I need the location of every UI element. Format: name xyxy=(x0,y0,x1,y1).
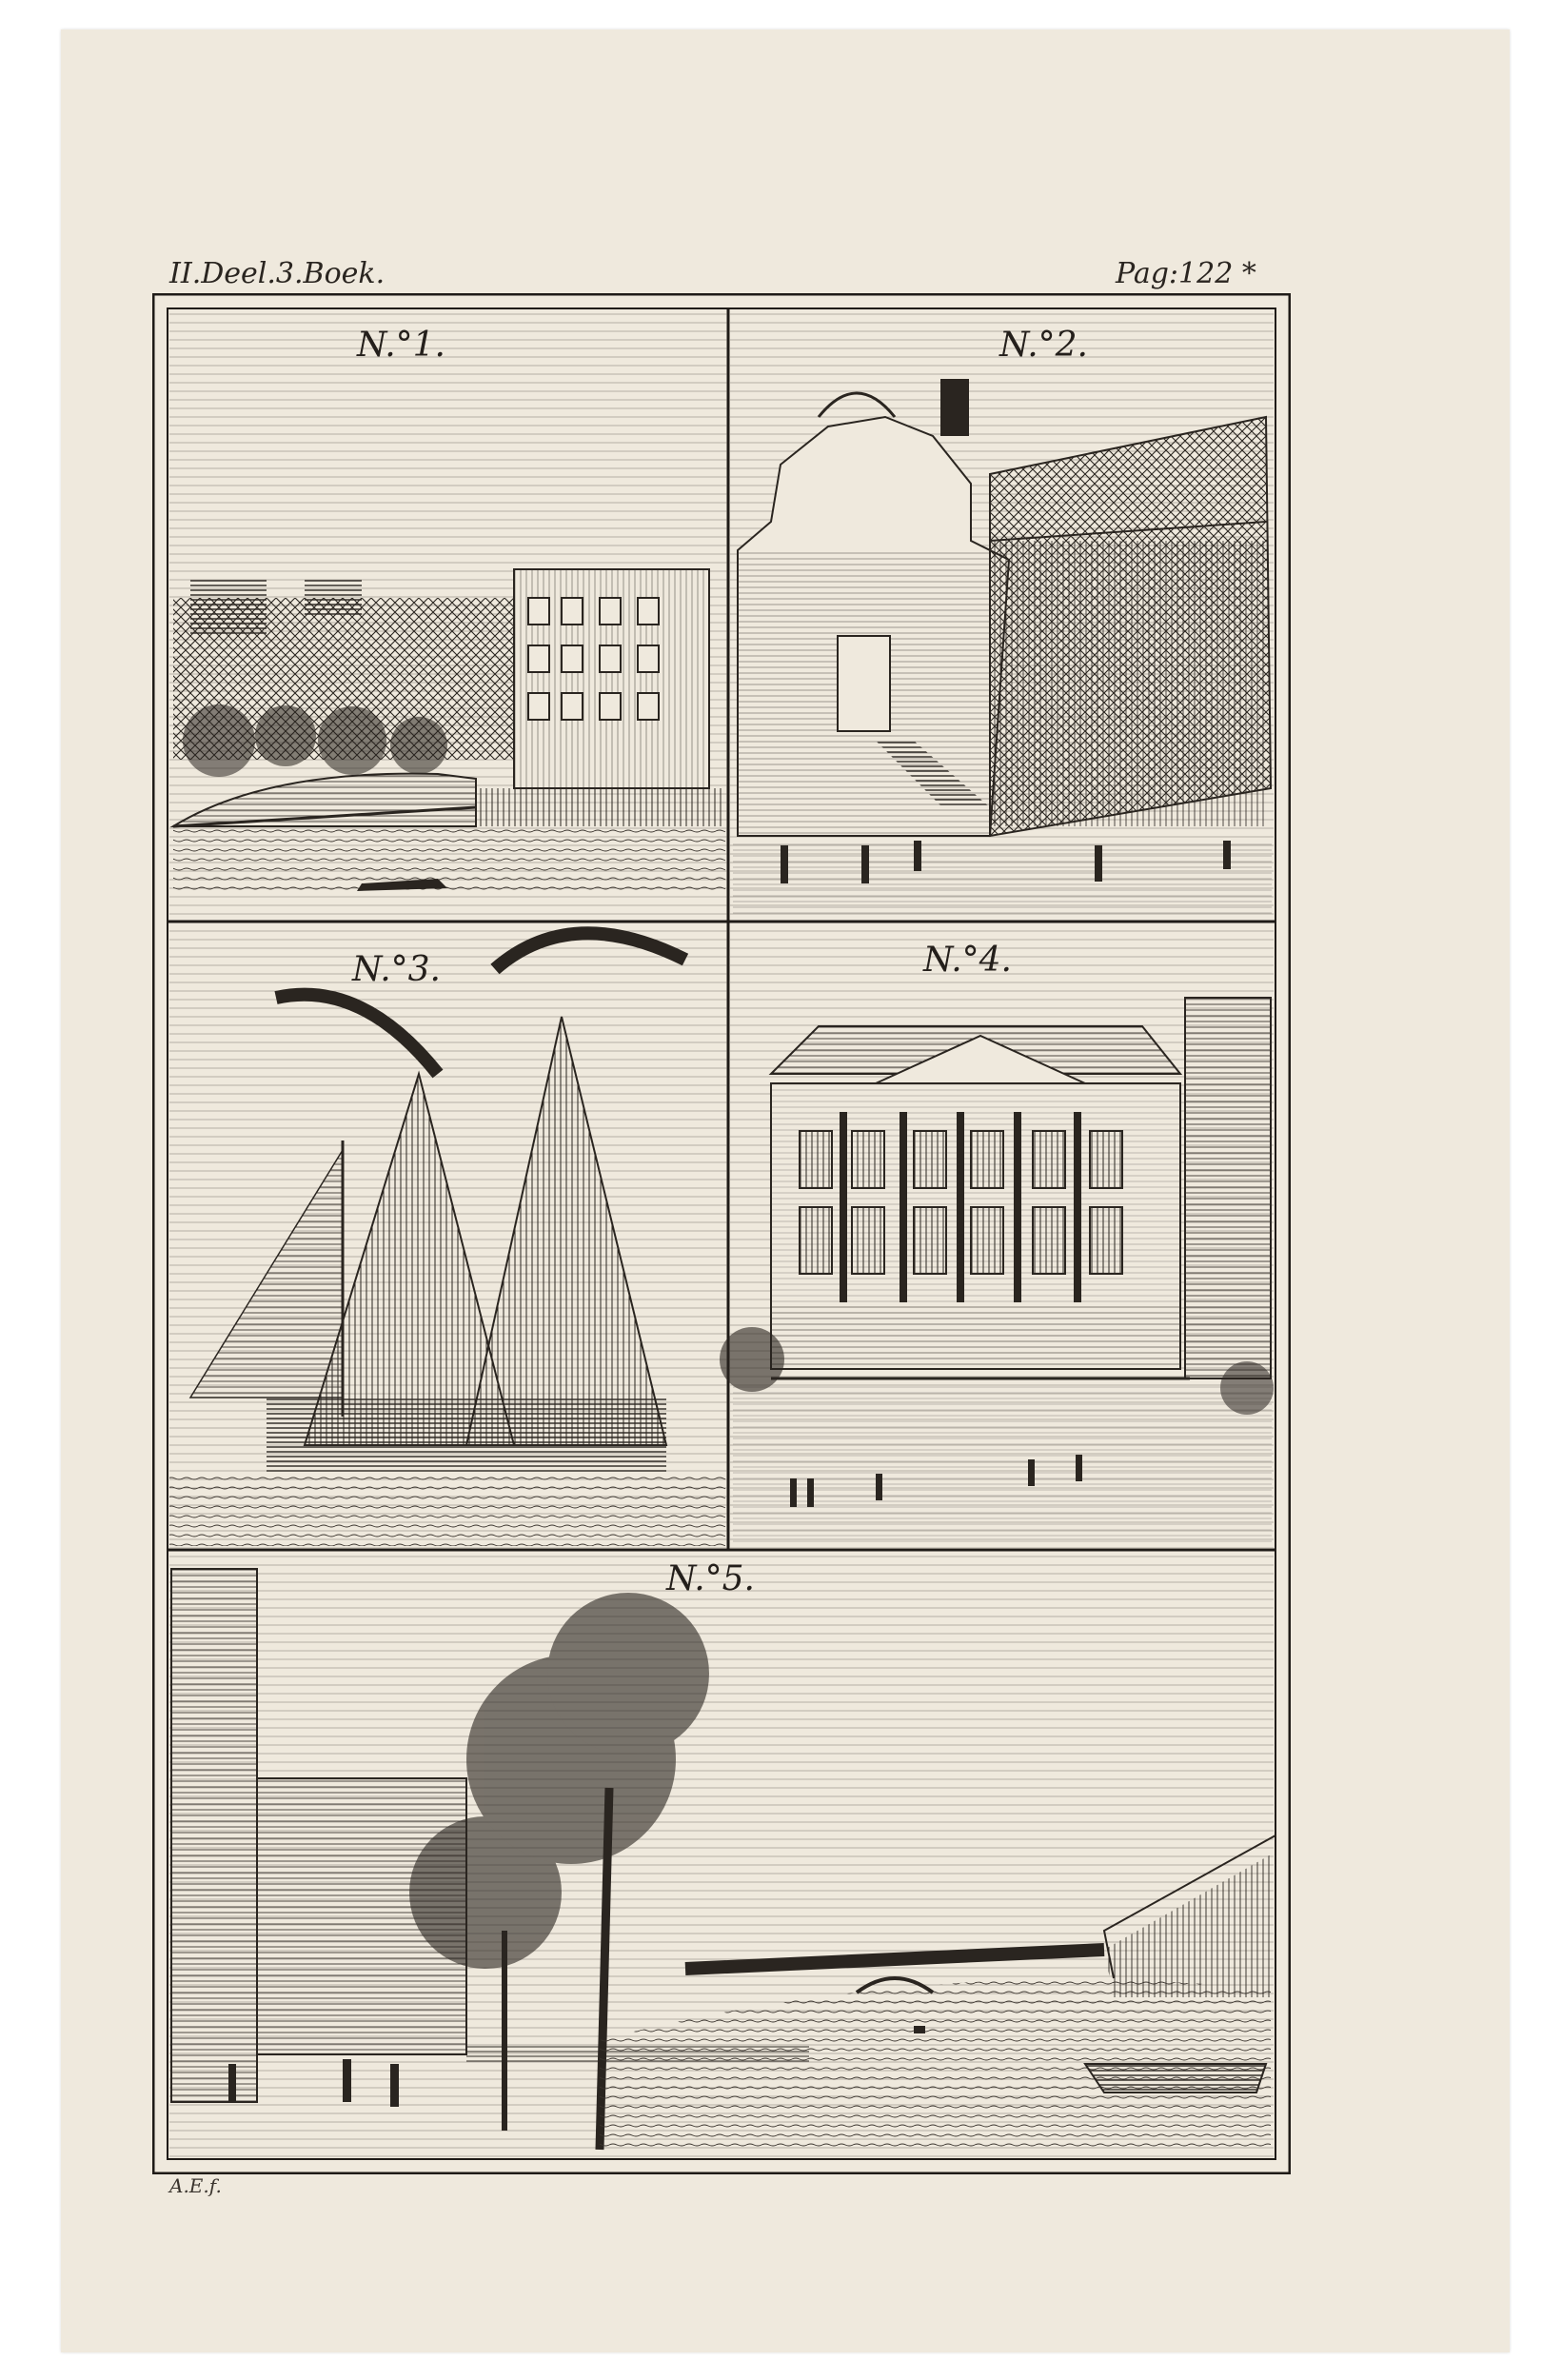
panel-2-scene xyxy=(730,310,1274,920)
engraving-illustration xyxy=(152,293,1291,2174)
panel-4-scene xyxy=(720,923,1274,1548)
engraver-signature: A.E.f. xyxy=(169,2174,222,2197)
header-page-number: Pag:122 * xyxy=(1116,257,1256,290)
panel-3-label: N.°3. xyxy=(352,950,441,989)
panel-5-scene xyxy=(169,1552,1275,2157)
panel-1-scene xyxy=(169,310,727,920)
panel-4-label: N.°4. xyxy=(923,941,1012,980)
panel-2-label: N.°2. xyxy=(999,326,1088,365)
panel-1-label: N.°1. xyxy=(357,326,445,365)
engraving-plate xyxy=(152,293,1291,2174)
header-volume-book: II.Deel.3.Boek. xyxy=(169,257,386,290)
panel-3-scene xyxy=(169,923,727,1548)
panel-5-label: N.°5. xyxy=(666,1559,755,1598)
